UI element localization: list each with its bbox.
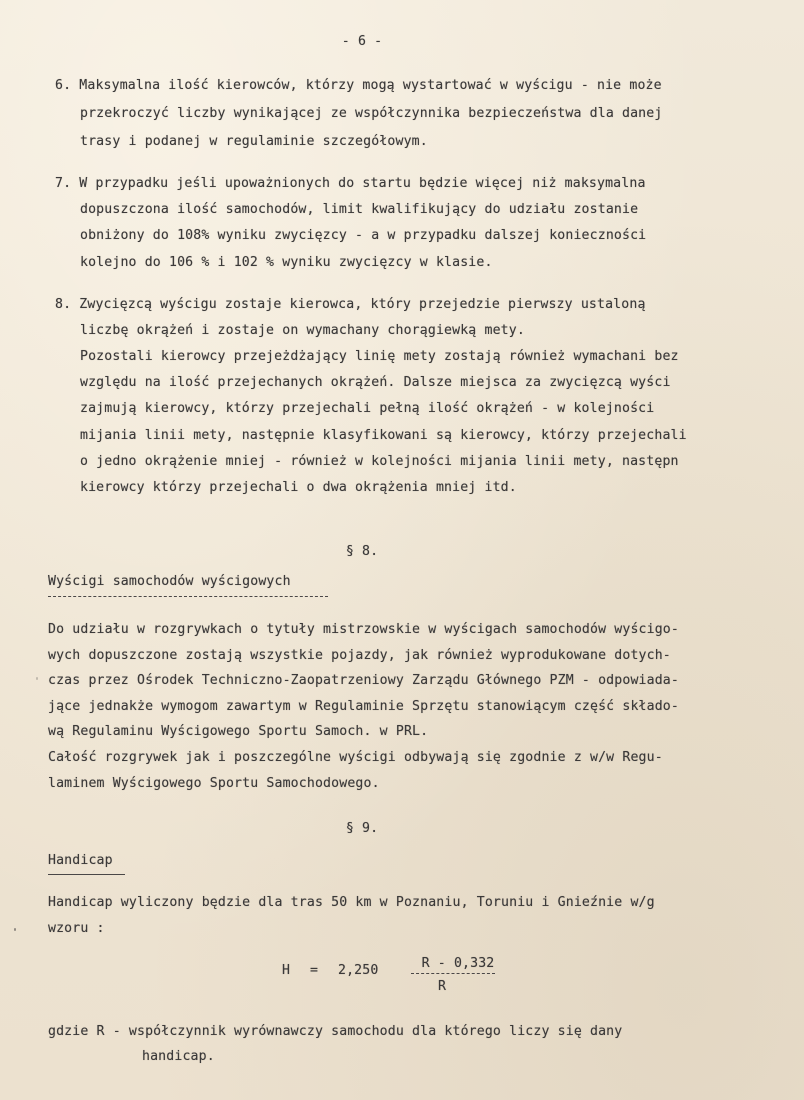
item8-line-7: o jedno okrążenie mniej - również w kolejności mijania linii mety, następn <box>80 454 679 469</box>
section-8-heading: Wyścigi samochodów wyścigowych <box>48 574 291 589</box>
item6-line-2: przekroczyć liczby wynikającej ze współczynnika bezpieczeństwa dla danej <box>80 106 663 121</box>
item7-line-4: kolejno do 106 % i 102 % wyniku zwycięzcy w klasie. <box>80 255 493 270</box>
section-9-line-2: wzoru : <box>48 921 105 936</box>
item8-line-6: mijania linii mety, następnie klasyfikowani są kierowcy, którzy przejechali <box>80 428 687 443</box>
section-9-line-1: Handicap wyliczony będzie dla tras 50 km w Poznaniu, Toruniu i Gnieźnie w/g <box>48 895 655 910</box>
formula-coefficient: 2,250 <box>338 963 379 978</box>
formula-fraction-bar <box>411 973 495 974</box>
section-9-line-3: gdzie R - współczynnik wyrównawczy samochodu dla którego liczy się dany <box>48 1024 623 1039</box>
formula-lhs: H <box>282 963 291 978</box>
section-8-line-4: jące jednakże wymogom zawartym w Regulaminie Sprzętu stanowiącym część składo- <box>48 699 679 714</box>
item8-line-3: Pozostali kierowcy przejeżdżający linię mety zostają również wymachani bez <box>80 349 679 364</box>
page-number: - 6 - <box>341 34 383 49</box>
section-8-heading-underline <box>48 596 328 597</box>
formula-numerator: R - 0,332 <box>421 956 495 971</box>
item8-line-8: kierowcy którzy przejechali o dwa okrążenia mniej itd. <box>80 480 517 495</box>
section-8-line-6: Całość rozgrywek jak i poszczególne wyścigi odbywają się zgodnie z w/w Regu- <box>48 750 663 765</box>
section-9-line-4: handicap. <box>142 1049 215 1064</box>
item7-line-3: obniżony do 108% wyniku zwycięzcy - a w przypadku dalszej konieczności <box>80 228 647 243</box>
section-9-number: § 9. <box>345 821 379 836</box>
formula-equals: = <box>310 963 319 978</box>
item7-line-2: dopuszczona ilość samochodów, limit kwalifikujący do udziału zostanie <box>80 202 639 217</box>
item8-line-5: zajmują kierowcy, którzy przejechali pełną ilość okrążeń - w kolejności <box>80 401 655 416</box>
item8-line-1: 8. Zwycięzcą wyścigu zostaje kierowca, który przejedzie pierwszy ustaloną <box>55 297 646 312</box>
item6-line-3: trasy i podanej w regulaminie szczegółowym. <box>80 134 428 149</box>
item7-line-1: 7. W przypadku jeśli upoważnionych do startu będzie więcej niż maksymalna <box>55 176 646 191</box>
section-9-heading-underline <box>48 874 125 875</box>
item8-line-2: liczbę okrążeń i zostaje on wymachany chorągiewką mety. <box>80 323 525 338</box>
section-8-line-3: czas przez Ośrodek Techniczno-Zaopatrzeniowy Zarządu Głównego PZM - odpowiada- <box>48 673 679 688</box>
section-8-line-5: wą Regulaminu Wyścigowego Sportu Samoch. w PRL. <box>48 724 429 739</box>
section-8-line-1: Do udziału w rozgrywkach o tytuły mistrzowskie w wyścigach samochodów wyścigo- <box>48 622 679 637</box>
ink-speck <box>36 677 38 680</box>
item8-line-4: względu na ilość przejechanych okrążeń. Dalsze miejsca za zwycięzcą wyści <box>80 375 671 390</box>
section-9-heading: Handicap <box>48 853 113 868</box>
ink-speck <box>14 928 16 931</box>
section-8-line-2: wych dopuszczone zostają wszystkie pojazdy, jak również wyprodukowane dotych- <box>48 648 671 663</box>
section-8-number: § 8. <box>345 544 379 559</box>
formula-denominator: R <box>437 979 447 994</box>
section-8-line-7: laminem Wyścigowego Sportu Samochodowego. <box>48 776 380 791</box>
item6-line-1: 6. Maksymalna ilość kierowców, którzy mogą wystartować w wyścigu - nie może <box>55 78 662 93</box>
